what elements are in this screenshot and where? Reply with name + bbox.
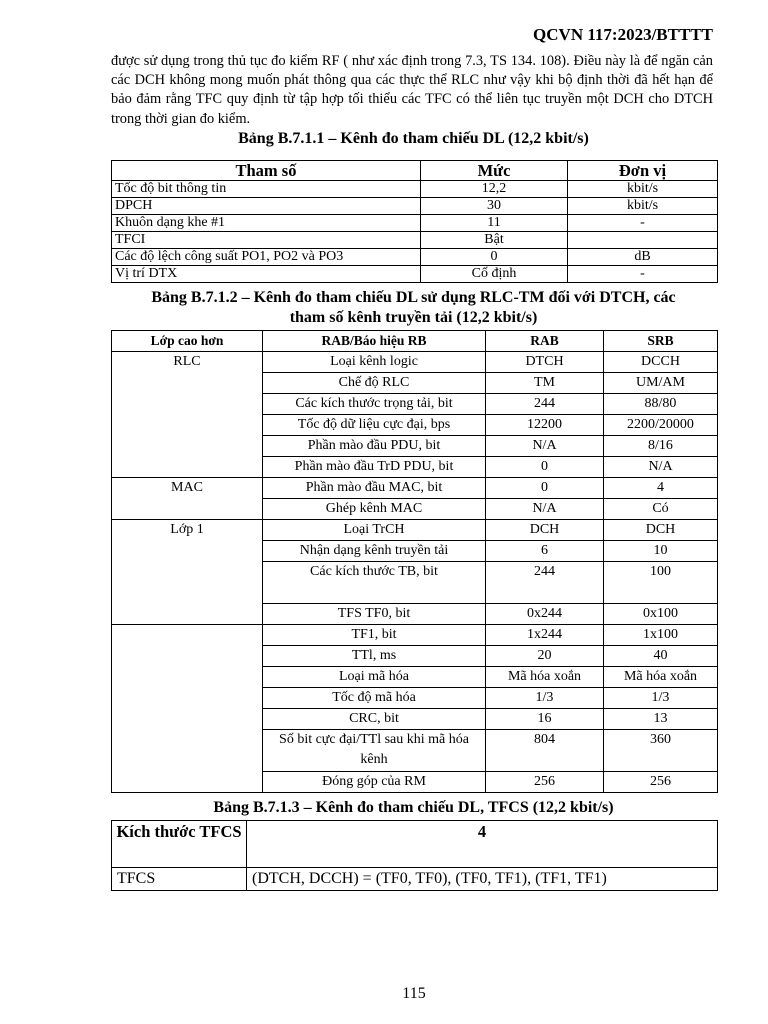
rab-signaling-cell: Ghép kênh MAC [263,499,486,520]
level-cell: Cố định [421,266,568,283]
rab-signaling-cell: Chế độ RLC [263,373,486,394]
srb-cell: 360 [604,730,718,772]
table-header-row [112,161,718,181]
param-cell: Các độ lệch công suất PO1, PO2 và PO3 [112,249,421,266]
table-row [112,266,718,283]
rab-signaling-cell: Tốc độ mã hóa [263,688,486,709]
rab-signaling-cell: Số bit cực đại/TTl sau khi mã hóa kênh [263,730,486,772]
tfcs-size-value: 4 [247,821,718,868]
rab-cell: 20 [486,646,604,667]
rab-cell: 0 [486,478,604,499]
rab-cell: Mã hóa xoắn [486,667,604,688]
rab-cell: 256 [486,772,604,793]
rab-cell: 1x244 [486,625,604,646]
rab-signaling-cell: Loại TrCH [263,520,486,541]
param-cell: Vị trí DTX [112,266,421,283]
level-cell: 11 [421,215,568,232]
rab-signaling-cell: TFS TF0, bit [263,604,486,625]
param-cell: Khuôn dạng khe #1 [112,215,421,232]
rab-signaling-cell: Phần mào đầu TrD PDU, bit [263,457,486,478]
col-header-parameter: Tham số [112,161,421,181]
rab-cell: N/A [486,499,604,520]
rab-cell: DTCH [486,352,604,373]
rab-signaling-cell: Các kích thước TB, bit [263,562,486,604]
table2-caption-line1: Bảng B.7.1.2 – Kênh đo tham chiếu DL sử dụng RLC-TM đối với DTCH, các [151,289,676,306]
srb-cell: 100 [604,562,718,604]
srb-cell: 0x100 [604,604,718,625]
rab-signaling-cell: TTl, ms [263,646,486,667]
table-row [112,520,718,541]
rab-signaling-cell: TF1, bit [263,625,486,646]
rab-signaling-cell: Phần mào đầu MAC, bit [263,478,486,499]
rab-signaling-cell: Loại mã hóa [263,667,486,688]
table-row [112,215,718,232]
level-cell: Bật [421,232,568,249]
table2-caption [111,288,716,328]
tfcs-row-value: (DTCH, DCCH) = (TF0, TF0), (TF0, TF1), (TF1, TF1) [247,868,718,891]
rab-cell: N/A [486,436,604,457]
layer-group-cell [112,625,263,793]
transport-channel-table [111,330,718,793]
level-cell: 30 [421,198,568,215]
col-header-level: Mức [421,161,568,181]
table-row [112,181,718,198]
param-cell: Tốc độ bit thông tin [112,181,421,198]
table-row [112,198,718,215]
tfcs-table [111,820,718,891]
table3-caption: Bảng B.7.1.3 – Kênh đo tham chiếu DL, TFCS (12,2 kbit/s) [213,799,614,816]
srb-cell: Mã hóa xoắn [604,667,718,688]
col-header-higher-layer: Lớp cao hơn [112,331,263,352]
srb-cell: N/A [604,457,718,478]
srb-cell: 4 [604,478,718,499]
srb-cell: 256 [604,772,718,793]
layer-group-cell: RLC [112,352,263,478]
rab-signaling-cell: Phần mào đầu PDU, bit [263,436,486,457]
rab-cell: 0 [486,457,604,478]
table-row [112,352,718,373]
table1-caption: Bảng B.7.1.1 – Kênh đo tham chiếu DL (12,2 kbit/s) [238,130,589,147]
table-row [112,232,718,249]
unit-cell [568,232,718,249]
reference-channel-table [111,160,718,283]
rab-signaling-cell: Loại kênh logic [263,352,486,373]
rab-cell: DCH [486,520,604,541]
tfcs-row-label: TFCS [112,868,247,891]
rab-cell: 1/3 [486,688,604,709]
document-code: QCVN 117:2023/BTTTT [533,25,713,44]
table-header-row [112,821,718,868]
srb-cell: DCCH [604,352,718,373]
rab-signaling-cell: Tốc độ dữ liệu cực đại, bps [263,415,486,436]
rab-cell: 804 [486,730,604,772]
layer-group-cell: Lớp 1 [112,520,263,625]
rab-cell: 244 [486,394,604,415]
table-row [112,249,718,266]
srb-cell: 40 [604,646,718,667]
param-cell: TFCI [112,232,421,249]
table-row [112,625,718,646]
level-cell: 0 [421,249,568,266]
srb-cell: DCH [604,520,718,541]
srb-cell: 8/16 [604,436,718,457]
unit-cell: kbit/s [568,181,718,198]
rab-signaling-cell: Các kích thước trọng tải, bit [263,394,486,415]
col-header-rab: RAB [486,331,604,352]
table-row [112,868,718,891]
rab-cell: 6 [486,541,604,562]
level-cell: 12,2 [421,181,568,198]
intro-paragraph: được sử dụng trong thủ tục đo kiểm RF ( như xác định trong 7.3, TS 134. 108). Điều này là để ngăn cản các DCH không mong muốn phát thông qua các thực thể RLC như vậy khi bộ định thời đã hết hạn để bảo đảm rằng TFC quy định từ tập hợp tối thiểu các TFC có thể liên tục truyền một DCH cho DTCH trong thời gian đo kiểm. [111,53,713,127]
unit-cell: - [568,215,718,232]
unit-cell: - [568,266,718,283]
rab-signaling-cell: CRC, bit [263,709,486,730]
rab-cell: 16 [486,709,604,730]
srb-cell: 2200/20000 [604,415,718,436]
layer-group-cell: MAC [112,478,263,520]
rab-signaling-cell: Đóng góp của RM [263,772,486,793]
col-header-unit: Đơn vị [568,161,718,181]
table-header-row [112,331,718,352]
unit-cell: dB [568,249,718,266]
srb-cell: 13 [604,709,718,730]
rab-cell: 12200 [486,415,604,436]
table-row [112,478,718,499]
param-cell: DPCH [112,198,421,215]
col-header-srb: SRB [604,331,718,352]
table2-caption-line2: tham số kênh truyền tải (12,2 kbit/s) [289,309,538,326]
col-header-rab-signaling: RAB/Báo hiệu RB [263,331,486,352]
unit-cell: kbit/s [568,198,718,215]
rab-cell: 244 [486,562,604,604]
srb-cell: 1/3 [604,688,718,709]
rab-cell: 0x244 [486,604,604,625]
rab-cell: TM [486,373,604,394]
srb-cell: 10 [604,541,718,562]
srb-cell: UM/AM [604,373,718,394]
rab-signaling-cell: Nhận dạng kênh truyền tải [263,541,486,562]
srb-cell: 88/80 [604,394,718,415]
page-number: 115 [402,985,426,1002]
srb-cell: 1x100 [604,625,718,646]
srb-cell: Có [604,499,718,520]
tfcs-size-label: Kích thước TFCS [112,821,247,868]
